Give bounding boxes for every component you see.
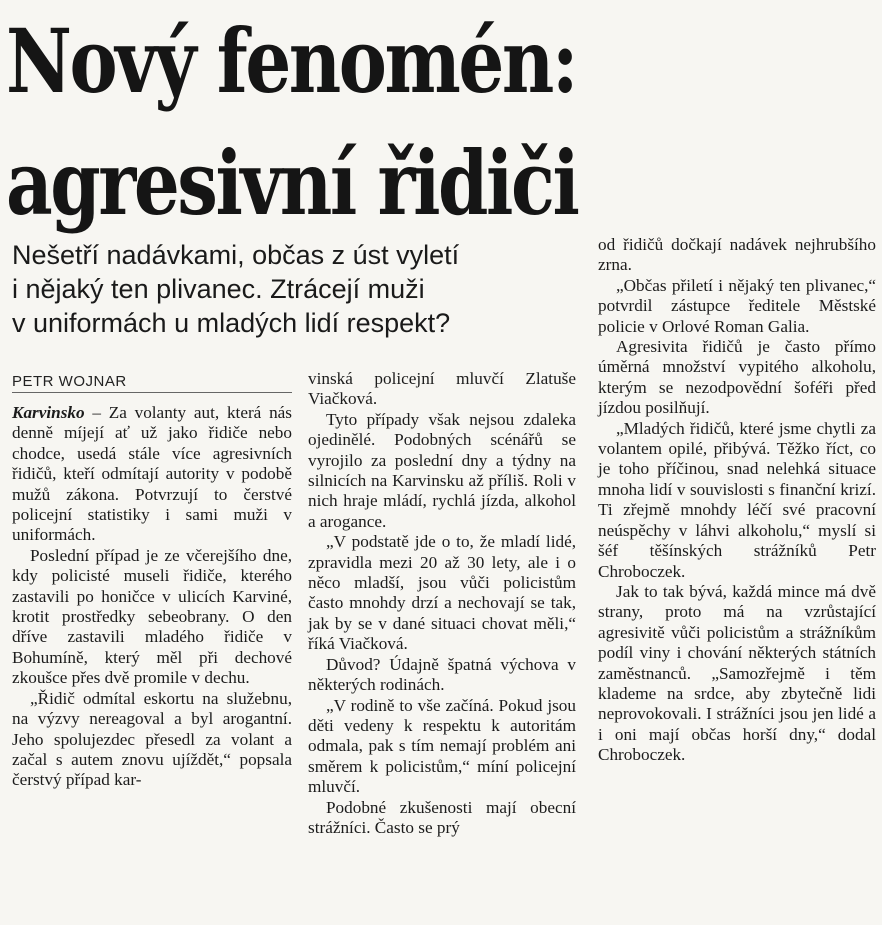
- article-paragraph: „Občas přiletí i nějaký ten plivanec,“ potvrdil zástupce ředitele Městské policie v Orlové Roman Galia.: [598, 275, 876, 336]
- article-paragraph: [12, 403, 292, 546]
- article-column-1: [12, 403, 292, 791]
- article-paragraph: Tyto případy však nejsou zdaleka ojedinělé. Podobných scénářů se vyrojilo za poslední dny a týdny na silnicích na Karvinsku až příliš. Roli v nich hraje mládí, rychlá jízda, alkohol a arogance.: [308, 409, 576, 531]
- article-paragraph: Jak to tak bývá, každá mince má dvě strany, proto má na vzrůstající agresivitě vůči policistům a strážníkům podíl viny i chování některých státních zaměstnanců. „Samozřejmě i těm klademe na srdce, aby zbytečně lidi neprovokovali. I strážníci jsou jen lidé a i oni mají občas horší dny,“ dodal Chroboczek.: [598, 581, 876, 765]
- article-paragraph: Důvod? Údajně špatná výchova v některých rodinách.: [308, 654, 576, 695]
- lead-line-3: v uniformách u mladých lidí respekt?: [12, 308, 451, 338]
- article-paragraph: Poslední případ je ze včerejšího dne, kdy policisté museli řidiče, kterého zastavili po honičce v ulicích Karviné, krotit prostředky sebeobrany. O den dříve zastavili mladého řidiče v Bohumíně, který měl při dechové zkoušce přes dvě promile v dechu.: [12, 545, 292, 688]
- article-column-3: [598, 235, 876, 766]
- lead-line-2: i nějaký ten plivanec. Ztrácejí muži: [12, 274, 425, 304]
- article-paragraph: od řidičů dočkají nadávek nejhrubšího zrna.: [598, 235, 876, 275]
- article-paragraph: Podobné zkušenosti mají obecní strážníci. Často se prý: [308, 797, 576, 837]
- lead-line-1: Nešetří nadávkami, občas z úst vyletí: [12, 240, 460, 270]
- article-paragraph: „V podstatě jde o to, že mladí lidé, zpravidla mezi 20 až 30 lety, ale i o něco mladší, jsou vůči policistům často mnohdy drzí a nechovají se tak, jak by se v dané situaci chovat měli,“ říká Viačková.: [308, 532, 576, 654]
- article-column-2: [308, 369, 576, 838]
- paragraph-text: – Za volanty aut, která nás denně míjejí ať už jako řidiče nebo chodce, usedá stále více agresivních řidičů, kteří odmítají autority v podobě mužů zákona. Potvrzují to čerstvé policejní statistiky i sami muži v uniformách.: [12, 403, 292, 545]
- headline-line-2: agresivní řidiči: [6, 131, 578, 235]
- article-paragraph: „Mladých řidičů, které jsme chytli za volantem opilé, přibývá. Těžko říct, co je toho příčinou, snad nelehká situace mnoha lidí v souvislosti s finanční krizí. Ti zřejmě mnohdy léčí své pracovní neúspěchy v láhvi alkoholu,“ myslí si šéf těšínských strážníků Petr Chroboczek.: [598, 418, 876, 581]
- headline-line-1: Nový fenomén:: [6, 9, 577, 113]
- dateline: Karvinsko: [12, 403, 85, 422]
- article-paragraph: „V rodině to vše začíná. Pokud jsou děti vedeny k respektu k autoritám odmala, pak s tím nemají problém ani směrem k policistům,“ míní policejní mluvčí.: [308, 695, 576, 797]
- article-paragraph: Agresivita řidičů je často přímo úměrná množství vypitého alkoholu, kterým se nezodpovědní šoféři před jízdou posilňují.: [598, 337, 876, 418]
- article-paragraph: vinská policejní mluvčí Zlatuše Viačková.: [308, 369, 576, 409]
- headline: [6, 0, 719, 244]
- lead-paragraph: [12, 238, 584, 340]
- byline: PETR WOJNAR: [12, 373, 292, 393]
- article-paragraph: „Řidič odmítal eskortu na služebnu, na výzvy nereagoval a byl arogantní. Jeho spolujezdec přesedl za volant a začal s autem znovu ujíždět,“ popsala čerstvý případ kar-: [12, 688, 292, 790]
